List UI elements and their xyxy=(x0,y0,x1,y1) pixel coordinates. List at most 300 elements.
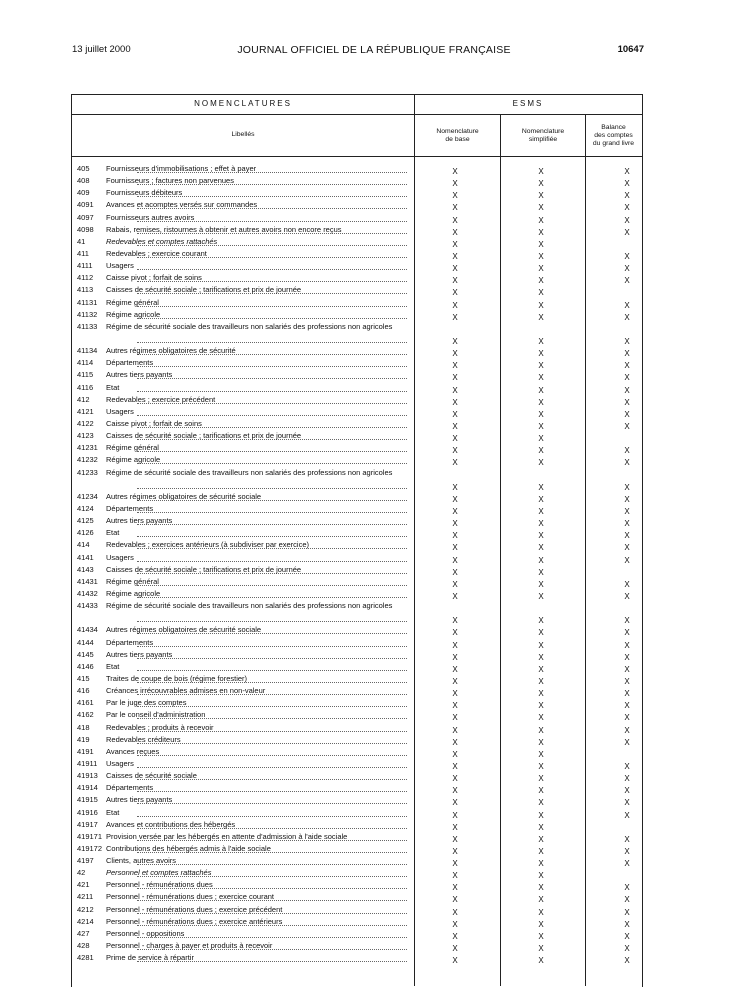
mark-nomenclature-simplifiee: X xyxy=(538,591,544,601)
table-row xyxy=(77,552,647,564)
mark-nomenclature-simplifiee: X xyxy=(538,239,544,249)
account-label: Caisses de sécurité sociale xyxy=(106,771,197,781)
mark-nomenclature-simplifiee: X xyxy=(538,458,544,468)
mark-balance-grand-livre: X xyxy=(624,761,630,771)
account-label: Contributions des hébergés admis à l'aide sociale xyxy=(106,843,271,853)
account-label: Par le conseil d'administration xyxy=(106,710,206,720)
table-row xyxy=(77,418,647,430)
account-label: Personnel - rémunérations dues xyxy=(106,880,213,890)
table-row xyxy=(77,467,647,491)
mark-nomenclature-simplifiee: X xyxy=(538,191,544,201)
account-label: Créances irrécouvrables admises en non-valeur xyxy=(106,686,266,696)
table-row xyxy=(77,175,647,187)
account-code: 4125 xyxy=(77,516,94,526)
account-code: 41913 xyxy=(77,771,98,781)
account-code: 4281 xyxy=(77,953,94,963)
account-code: 4143 xyxy=(77,564,94,574)
mark-nomenclature-de-base: X xyxy=(452,664,458,674)
mark-nomenclature-simplifiee: X xyxy=(538,810,544,820)
header-divider xyxy=(71,114,642,115)
mark-nomenclature-simplifiee: X xyxy=(538,737,544,747)
mark-nomenclature-de-base: X xyxy=(452,543,458,553)
mark-nomenclature-de-base: X xyxy=(452,276,458,286)
mark-nomenclature-simplifiee: X xyxy=(538,664,544,674)
table-row xyxy=(77,807,647,819)
header-title: JOURNAL OFFICIEL DE LA RÉPUBLIQUE FRANÇAISE xyxy=(237,44,511,56)
mark-nomenclature-simplifiee: X xyxy=(538,725,544,735)
account-label: Fournisseurs autres avoirs xyxy=(106,212,195,222)
account-label: Fournisseurs d'immobilisations ; effet à payer xyxy=(106,164,257,173)
mark-nomenclature-simplifiee: X xyxy=(538,276,544,286)
table-row xyxy=(77,576,647,588)
table-row xyxy=(77,284,647,296)
mark-balance-grand-livre: X xyxy=(624,397,630,407)
account-code: 4162 xyxy=(77,710,94,720)
mark-balance-grand-livre: X xyxy=(624,713,630,723)
account-label: Avances et acomptes versés sur commandes xyxy=(106,200,258,210)
mark-nomenclature-de-base: X xyxy=(452,628,458,638)
table-row xyxy=(77,624,647,636)
mark-nomenclature-de-base: X xyxy=(452,191,458,201)
mark-nomenclature-de-base: X xyxy=(452,713,458,723)
mark-balance-grand-livre: X xyxy=(624,555,630,565)
mark-nomenclature-simplifiee: X xyxy=(538,519,544,529)
mark-balance-grand-livre: X xyxy=(624,251,630,261)
mark-nomenclature-simplifiee: X xyxy=(538,264,544,274)
table-row xyxy=(77,163,647,175)
mark-nomenclature-de-base: X xyxy=(452,725,458,735)
mark-nomenclature-simplifiee: X xyxy=(538,761,544,771)
account-label: Départements xyxy=(106,358,154,368)
account-code: 409 xyxy=(77,188,90,198)
table-row xyxy=(77,588,647,600)
mark-balance-grand-livre: X xyxy=(624,421,630,431)
account-code: 416 xyxy=(77,686,90,696)
account-code: 4191 xyxy=(77,746,94,756)
mark-nomenclature-simplifiee: X xyxy=(538,931,544,941)
account-label: Régime agricole xyxy=(106,455,161,465)
mark-balance-grand-livre: X xyxy=(624,640,630,650)
mark-balance-grand-livre: X xyxy=(624,786,630,796)
mark-balance-grand-livre: X xyxy=(624,312,630,322)
account-code: 4097 xyxy=(77,212,94,222)
mark-nomenclature-de-base: X xyxy=(452,798,458,808)
account-code: 4197 xyxy=(77,856,94,866)
account-code: 412 xyxy=(77,394,90,404)
account-code: 4116 xyxy=(77,382,94,392)
mark-nomenclature-de-base: X xyxy=(452,786,458,796)
mark-balance-grand-livre: X xyxy=(624,361,630,371)
mark-nomenclature-simplifiee: X xyxy=(538,482,544,492)
account-code: 41916 xyxy=(77,807,98,817)
table-row xyxy=(77,406,647,418)
mark-balance-grand-livre: X xyxy=(624,531,630,541)
mark-balance-grand-livre: X xyxy=(624,385,630,395)
account-label: Fournisseurs débiteurs xyxy=(106,188,183,198)
mark-balance-grand-livre: X xyxy=(624,859,630,869)
mark-nomenclature-simplifiee: X xyxy=(538,907,544,917)
account-label: Autres régimes obligatoires de sécurité sociale xyxy=(106,491,262,501)
column-header-nomenclature-de-base xyxy=(415,128,500,144)
mark-nomenclature-simplifiee: X xyxy=(538,834,544,844)
mark-balance-grand-livre: X xyxy=(624,810,630,820)
account-label: Etat xyxy=(106,661,120,671)
column-header-line: du grand livre xyxy=(592,140,635,147)
account-label: Redevables et comptes rattachés xyxy=(106,236,218,246)
table-row xyxy=(77,637,647,649)
mark-nomenclature-simplifiee: X xyxy=(538,203,544,213)
account-label: Usagers xyxy=(106,758,134,768)
mark-balance-grand-livre: X xyxy=(624,276,630,286)
table-row xyxy=(77,940,647,952)
account-label: Personnel - rémunérations dues ; exercice courant xyxy=(106,892,275,902)
account-code: 41132 xyxy=(77,309,98,319)
mark-balance-grand-livre: X xyxy=(624,798,630,808)
mark-nomenclature-simplifiee: X xyxy=(538,798,544,808)
mark-nomenclature-simplifiee: X xyxy=(538,640,544,650)
account-code: 4113 xyxy=(77,285,94,295)
column-header-libelles: Libellés xyxy=(231,131,255,138)
account-label: Personnel - charges à payer et produits à recevoir xyxy=(106,941,273,951)
account-label: Redevables créditeurs xyxy=(106,734,181,744)
account-code: 419 xyxy=(77,734,90,744)
account-code: 428 xyxy=(77,941,90,951)
table-row xyxy=(77,891,647,903)
mark-nomenclature-de-base: X xyxy=(452,652,458,662)
mark-nomenclature-simplifiee: X xyxy=(538,956,544,966)
mark-nomenclature-de-base: X xyxy=(452,409,458,419)
table-row xyxy=(77,722,647,734)
account-code: 41 xyxy=(77,236,86,246)
column-header-nomenclature-simplifiee xyxy=(501,128,585,144)
mark-nomenclature-simplifiee: X xyxy=(538,349,544,359)
mark-nomenclature-de-base: X xyxy=(452,288,458,298)
account-label: Autres tiers payants xyxy=(106,649,173,659)
mark-balance-grand-livre: X xyxy=(624,883,630,893)
mark-nomenclature-simplifiee: X xyxy=(538,409,544,419)
table-row xyxy=(77,564,647,576)
mark-nomenclature-simplifiee: X xyxy=(538,944,544,954)
mark-nomenclature-de-base: X xyxy=(452,567,458,577)
account-code: 41917 xyxy=(77,819,98,829)
account-label: Etat xyxy=(106,382,120,392)
column-header-balance-grand-livre xyxy=(586,124,641,148)
account-label: Redevables ; exercices antérieurs (à subdiviser par exercice) xyxy=(106,540,310,550)
account-code: 418 xyxy=(77,722,90,732)
mark-nomenclature-simplifiee: X xyxy=(538,555,544,565)
mark-nomenclature-simplifiee: X xyxy=(538,579,544,589)
mark-nomenclature-de-base: X xyxy=(452,907,458,917)
account-code: 41914 xyxy=(77,783,98,793)
mark-nomenclature-de-base: X xyxy=(452,895,458,905)
mark-nomenclature-simplifiee: X xyxy=(538,385,544,395)
account-label: Régime général xyxy=(106,297,159,307)
mark-nomenclature-simplifiee: X xyxy=(538,361,544,371)
table-row xyxy=(77,661,647,673)
account-code: 419171 xyxy=(77,831,103,841)
account-label: Autres régimes obligatoires de sécurité xyxy=(106,346,236,356)
column-header-line: des comptes xyxy=(594,132,633,139)
account-label: Par le juge des comptes xyxy=(106,698,187,708)
account-label: Régime de sécurité sociale des travailleurs non salariés des professions non agricoles xyxy=(106,601,393,611)
account-code: 419172 xyxy=(77,843,103,853)
account-label: Usagers xyxy=(106,261,134,271)
mark-nomenclature-simplifiee: X xyxy=(538,859,544,869)
mark-balance-grand-livre: X xyxy=(624,944,630,954)
mark-nomenclature-de-base: X xyxy=(452,434,458,444)
mark-balance-grand-livre: X xyxy=(624,543,630,553)
account-label: Départements xyxy=(106,637,154,647)
mark-nomenclature-simplifiee: X xyxy=(538,434,544,444)
account-label: Prime de service à répartir xyxy=(106,953,194,963)
mark-nomenclature-simplifiee: X xyxy=(538,531,544,541)
mark-nomenclature-simplifiee: X xyxy=(538,749,544,759)
table-row xyxy=(77,199,647,211)
account-label: Provision versée par les hébergés en attente d'admission à l'aide sociale xyxy=(106,831,348,841)
mark-nomenclature-de-base: X xyxy=(452,701,458,711)
table-body xyxy=(77,163,647,964)
table-row xyxy=(77,904,647,916)
account-code: 411 xyxy=(77,248,89,258)
mark-nomenclature-simplifiee: X xyxy=(538,167,544,176)
table-row xyxy=(77,527,647,539)
mark-balance-grand-livre: X xyxy=(624,494,630,504)
account-label: Usagers xyxy=(106,406,134,416)
account-label: Personnel - rémunérations dues ; exercice précédent xyxy=(106,904,283,914)
table-row xyxy=(77,600,647,624)
mark-nomenclature-de-base: X xyxy=(452,251,458,261)
table-row xyxy=(77,831,647,843)
table-row xyxy=(77,345,647,357)
mark-nomenclature-de-base: X xyxy=(452,385,458,395)
group-header-nomenclatures: NOMENCLATURES xyxy=(194,99,292,108)
mark-nomenclature-de-base: X xyxy=(452,749,458,759)
mark-balance-grand-livre: X xyxy=(624,373,630,383)
account-label: Autres tiers payants xyxy=(106,795,173,805)
mark-nomenclature-de-base: X xyxy=(452,810,458,820)
mark-balance-grand-livre: X xyxy=(624,203,630,213)
mark-balance-grand-livre: X xyxy=(624,458,630,468)
table-row xyxy=(77,770,647,782)
mark-balance-grand-livre: X xyxy=(624,725,630,735)
table-row xyxy=(77,321,647,345)
account-code: 427 xyxy=(77,928,90,938)
mark-nomenclature-de-base: X xyxy=(452,846,458,856)
mark-nomenclature-simplifiee: X xyxy=(538,567,544,577)
account-label: Caisses de sécurité sociale ; tarifications et prix de journée xyxy=(106,564,302,574)
mark-nomenclature-simplifiee: X xyxy=(538,713,544,723)
column-header-line: Nomenclature xyxy=(436,128,479,135)
mark-nomenclature-de-base: X xyxy=(452,239,458,249)
account-label: Personnel - oppositions xyxy=(106,928,185,938)
account-code: 42 xyxy=(77,868,86,878)
account-code: 41231 xyxy=(77,443,98,453)
mark-balance-grand-livre: X xyxy=(624,191,630,201)
account-code: 41133 xyxy=(77,321,98,331)
mark-nomenclature-de-base: X xyxy=(452,300,458,310)
account-code: 41434 xyxy=(77,625,98,635)
mark-balance-grand-livre: X xyxy=(624,907,630,917)
account-label: Caisses de sécurité sociale ; tarifications et prix de journée xyxy=(106,431,302,441)
mark-nomenclature-simplifiee: X xyxy=(538,288,544,298)
mark-balance-grand-livre: X xyxy=(624,956,630,966)
mark-nomenclature-de-base: X xyxy=(452,312,458,322)
mark-nomenclature-simplifiee: X xyxy=(538,652,544,662)
mark-nomenclature-simplifiee: X xyxy=(538,300,544,310)
mark-nomenclature-de-base: X xyxy=(452,458,458,468)
account-label: Etat xyxy=(106,807,120,817)
mark-nomenclature-de-base: X xyxy=(452,349,458,359)
account-code: 41134 xyxy=(77,346,98,356)
account-code: 4122 xyxy=(77,418,94,428)
table-row xyxy=(77,879,647,891)
mark-nomenclature-simplifiee: X xyxy=(538,227,544,237)
table-row xyxy=(77,394,647,406)
mark-balance-grand-livre: X xyxy=(624,652,630,662)
mark-nomenclature-simplifiee: X xyxy=(538,689,544,699)
table-row xyxy=(77,539,647,551)
mark-nomenclature-de-base: X xyxy=(452,919,458,929)
mark-nomenclature-simplifiee: X xyxy=(538,446,544,456)
account-code: 41232 xyxy=(77,455,98,465)
account-label: Avances reçues xyxy=(106,746,160,756)
mark-nomenclature-simplifiee: X xyxy=(538,846,544,856)
mark-nomenclature-simplifiee: X xyxy=(538,616,544,626)
mark-nomenclature-de-base: X xyxy=(452,761,458,771)
account-label: Redevables ; exercice courant xyxy=(106,248,207,258)
account-code: 4126 xyxy=(77,528,94,538)
account-code: 405 xyxy=(77,164,90,173)
account-label: Personnel et comptes rattachés xyxy=(106,868,212,878)
account-label: Régime agricole xyxy=(106,588,161,598)
account-label: Redevables ; produits à recevoir xyxy=(106,722,214,732)
account-label: Régime agricole xyxy=(106,309,161,319)
table-row xyxy=(77,709,647,721)
mark-nomenclature-de-base: X xyxy=(452,931,458,941)
mark-nomenclature-de-base: X xyxy=(452,555,458,565)
table-row xyxy=(77,758,647,770)
mark-nomenclature-de-base: X xyxy=(452,203,458,213)
mark-balance-grand-livre: X xyxy=(624,664,630,674)
table-row xyxy=(77,212,647,224)
table-row xyxy=(77,357,647,369)
account-label: Avances et contributions des hébergés xyxy=(106,819,236,829)
account-label: Régime de sécurité sociale des travailleurs non salariés des professions non agricoles xyxy=(106,321,393,331)
mark-nomenclature-de-base: X xyxy=(452,519,458,529)
mark-nomenclature-simplifiee: X xyxy=(538,919,544,929)
mark-nomenclature-simplifiee: X xyxy=(538,871,544,881)
table-row xyxy=(77,297,647,309)
mark-balance-grand-livre: X xyxy=(624,737,630,747)
account-label: Régime de sécurité sociale des travailleurs non salariés des professions non agricoles xyxy=(106,467,393,477)
mark-nomenclature-de-base: X xyxy=(452,956,458,966)
mark-balance-grand-livre: X xyxy=(624,264,630,274)
table-row xyxy=(77,734,647,746)
column-header-line: simplifiée xyxy=(528,136,558,143)
table-row xyxy=(77,236,647,248)
table-row xyxy=(77,819,647,831)
mark-nomenclature-simplifiee: X xyxy=(538,179,544,189)
mark-balance-grand-livre: X xyxy=(624,215,630,225)
mark-nomenclature-de-base: X xyxy=(452,822,458,832)
account-code: 41431 xyxy=(77,576,98,586)
column-header-line: de base xyxy=(445,136,470,143)
account-code: 421 xyxy=(77,880,90,890)
table-row xyxy=(77,697,647,709)
column-header-line: Nomenclature xyxy=(521,128,565,135)
mark-nomenclature-de-base: X xyxy=(452,640,458,650)
table-row xyxy=(77,515,647,527)
table-row xyxy=(77,916,647,928)
mark-balance-grand-livre: X xyxy=(624,895,630,905)
mark-balance-grand-livre: X xyxy=(624,336,630,346)
account-label: Caisses de sécurité sociale ; tarifications et prix de journée xyxy=(106,285,302,295)
mark-nomenclature-de-base: X xyxy=(452,264,458,274)
account-code: 4098 xyxy=(77,224,94,234)
mark-nomenclature-simplifiee: X xyxy=(538,336,544,346)
account-label: Personnel - rémunérations dues ; exercice antérieurs xyxy=(106,916,283,926)
mark-balance-grand-livre: X xyxy=(624,179,630,189)
account-label: Régime général xyxy=(106,443,159,453)
account-label: Autres tiers payants xyxy=(106,516,173,526)
column-header-line: Balance xyxy=(601,124,626,131)
table-row xyxy=(77,746,647,758)
table-row xyxy=(77,685,647,697)
mark-nomenclature-de-base: X xyxy=(452,676,458,686)
table-row xyxy=(77,649,647,661)
mark-nomenclature-simplifiee: X xyxy=(538,506,544,516)
table-row xyxy=(77,867,647,879)
mark-nomenclature-de-base: X xyxy=(452,421,458,431)
mark-balance-grand-livre: X xyxy=(624,689,630,699)
account-code: 41432 xyxy=(77,588,98,598)
table-row xyxy=(77,309,647,321)
mark-balance-grand-livre: X xyxy=(624,227,630,237)
table-row xyxy=(77,382,647,394)
table-row xyxy=(77,272,647,284)
table-row xyxy=(77,794,647,806)
mark-nomenclature-de-base: X xyxy=(452,689,458,699)
table-row xyxy=(77,952,647,964)
account-code: 41433 xyxy=(77,601,98,611)
table-row xyxy=(77,782,647,794)
account-code: 4212 xyxy=(77,904,94,914)
table-row xyxy=(77,430,647,442)
mark-nomenclature-de-base: X xyxy=(452,446,458,456)
table-row xyxy=(77,491,647,503)
mark-nomenclature-simplifiee: X xyxy=(538,628,544,638)
mark-nomenclature-de-base: X xyxy=(452,883,458,893)
table-row xyxy=(77,454,647,466)
mark-nomenclature-de-base: X xyxy=(452,531,458,541)
mark-nomenclature-simplifiee: X xyxy=(538,786,544,796)
mark-balance-grand-livre: X xyxy=(624,519,630,529)
mark-nomenclature-de-base: X xyxy=(452,373,458,383)
account-label: Départements xyxy=(106,503,154,513)
account-label: Autres tiers payants xyxy=(106,370,173,380)
mark-nomenclature-simplifiee: X xyxy=(538,215,544,225)
mark-nomenclature-de-base: X xyxy=(452,944,458,954)
account-code: 414 xyxy=(77,540,90,550)
mark-nomenclature-simplifiee: X xyxy=(538,822,544,832)
table-row xyxy=(77,369,647,381)
account-code: 4111 xyxy=(77,261,93,271)
account-code: 4144 xyxy=(77,637,94,647)
mark-nomenclature-simplifiee: X xyxy=(538,421,544,431)
mark-nomenclature-simplifiee: X xyxy=(538,312,544,322)
mark-nomenclature-de-base: X xyxy=(452,179,458,189)
account-label: Caisse pivot ; forfait de soins xyxy=(106,418,202,428)
